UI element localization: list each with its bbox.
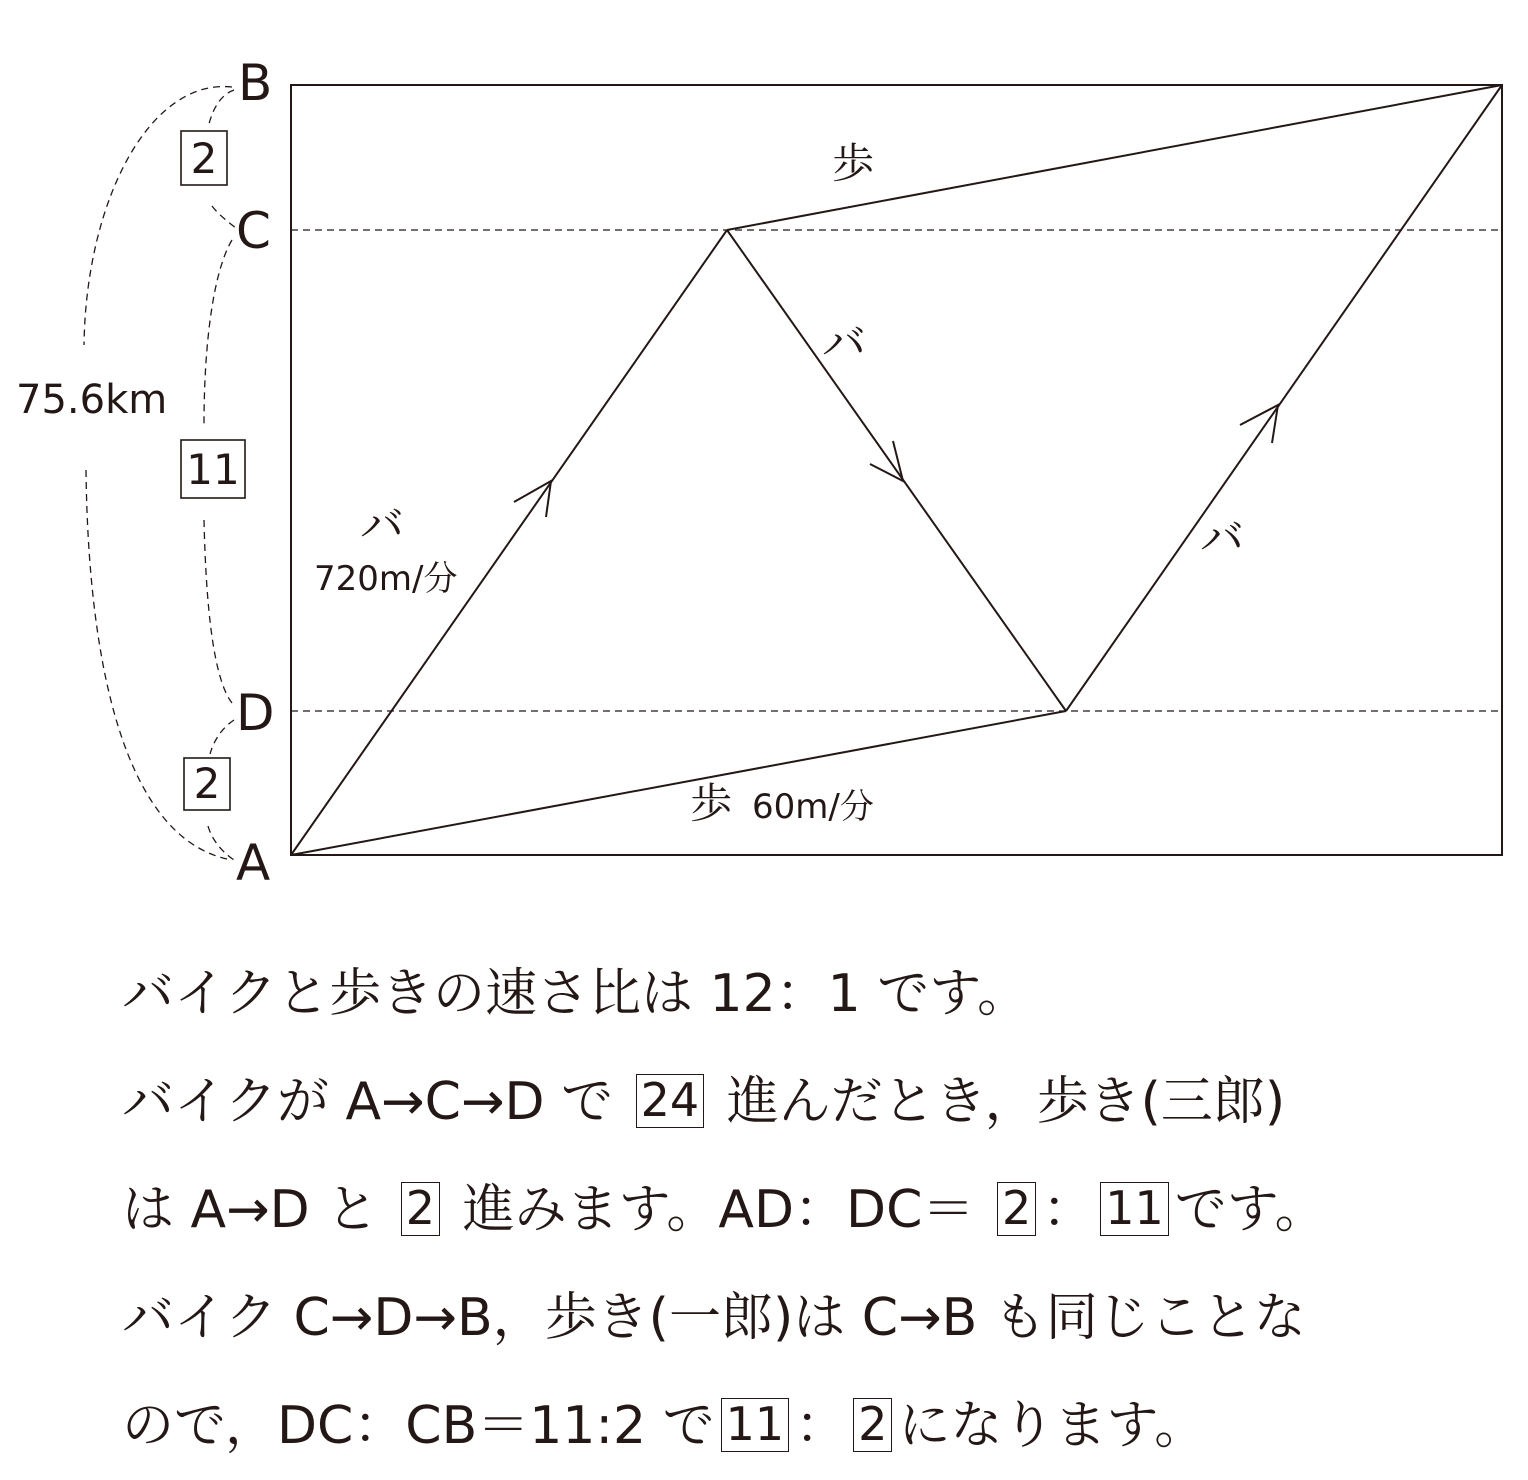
explanation-line-2 [122, 1048, 1512, 1156]
bike-path-c-to-d [727, 230, 1066, 711]
line5-pre: ので，DC：CB＝11:2 で [122, 1396, 715, 1456]
line2-pre: バイクが A→C→D で [122, 1072, 614, 1132]
brace-cd-upper [204, 240, 232, 425]
explanation-line-5 [122, 1372, 1512, 1480]
boxed-number: 11 [1100, 1182, 1169, 1236]
line4-text: バイク C→D→B，歩き(一郎)は C→B も同じことな [122, 1288, 1306, 1348]
ratio-box-bc-value: 2 [190, 134, 218, 183]
point-label-c: C [236, 202, 271, 260]
boxed-number: 2 [401, 1182, 440, 1236]
bike-path-a-to-c [291, 230, 727, 855]
speed-ratio-text: バイクと歩きの速さ比は 12：1 です。 [122, 964, 1030, 1024]
line2-post: 進んだとき，歩き(三郎) [726, 1072, 1286, 1132]
line3-mid: 進みます。AD：DC＝ [462, 1180, 975, 1240]
explanation-line-4 [122, 1264, 1512, 1372]
brace-da-upper [210, 720, 234, 754]
line3-pre: は A→D と [122, 1180, 379, 1240]
boxed-number: 2 [997, 1182, 1036, 1236]
brace-cd-lower [204, 520, 232, 703]
line3-colon: ： [1042, 1180, 1095, 1240]
walk-path-a-to-d [291, 711, 1066, 855]
walk-label-top: 歩 [832, 139, 875, 188]
walk-label-bottom: 歩 [690, 779, 733, 828]
line5-colon: ： [795, 1396, 848, 1456]
explanation-line-1 [122, 940, 1512, 1048]
point-label-a: A [236, 834, 271, 892]
ratio-box-da-value: 2 [193, 759, 221, 808]
point-label-b: B [238, 54, 273, 112]
brace-ab-upper [84, 87, 232, 345]
boxed-number: 2 [853, 1398, 892, 1452]
brace-bc-upper [208, 90, 234, 128]
line3-post: です。 [1174, 1180, 1327, 1240]
brace-bc-lower [212, 206, 236, 228]
bike-speed-label: 720m/分 [314, 559, 458, 599]
bike-label-first: バ [360, 500, 404, 551]
ratio-box-cd-value: 11 [186, 445, 240, 494]
bike-label-second: バ [822, 318, 866, 369]
walk-speed-label: 60m/分 [752, 787, 874, 827]
bike-label-third: バ [1200, 513, 1244, 564]
explanation-text [122, 940, 1512, 1480]
bike-path-d-to-b [1066, 85, 1502, 711]
arrow-icon [1240, 405, 1278, 443]
point-label-d: D [236, 684, 275, 742]
arrow-icon [514, 481, 551, 517]
explanation-line-3 [122, 1156, 1512, 1264]
boxed-number: 24 [636, 1074, 705, 1128]
boxed-number: 11 [721, 1398, 790, 1452]
distance-label: 75.6km [16, 377, 168, 423]
line5-post: になります。 [898, 1396, 1207, 1456]
arrow-icon [870, 441, 903, 481]
